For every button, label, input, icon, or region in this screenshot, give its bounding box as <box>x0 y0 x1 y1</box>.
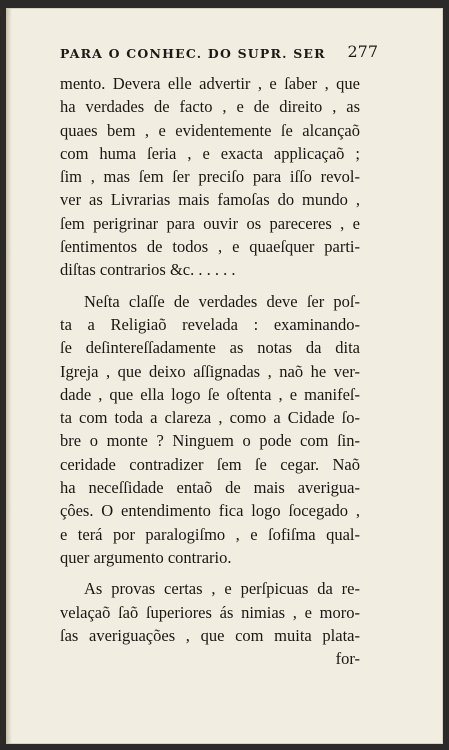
text-line: com huma ſeria , e exacta applicaçaõ ; <box>60 143 360 163</box>
text-line: diſtas contrarios &c. . . . . . <box>60 260 236 280</box>
text-line: ſem perigrinar para ouvir os pareceres , e <box>60 213 360 233</box>
paragraph-gap <box>60 282 360 290</box>
text-line: Igreja , que deixo aſſignadas , naõ he ver- <box>60 361 360 381</box>
text-line: e terá por paralogiſmo , e ſofiſma qual- <box>60 524 360 544</box>
text-line: bre o monte ? Ninguem o pode com ſin- <box>60 431 360 451</box>
text-line: ta a Religiaõ revelada : examinando- <box>60 314 360 334</box>
text-line: quaes bem , e evidentemente ſe alcançaõ <box>60 120 360 140</box>
body-text <box>60 72 360 670</box>
text-line: ha verdades de facto , e de direito , as <box>60 97 360 117</box>
text-line: ceridade contradizer ſem ſe cegar. Naõ <box>60 454 360 474</box>
page-gutter-shadow <box>6 8 12 744</box>
text-line: ver as Livrarias mais famoſas do mundo , <box>60 190 360 210</box>
page-header <box>60 44 378 62</box>
paragraph-gap <box>60 569 360 577</box>
text-line: ha neceſſidade entaõ de mais averigua- <box>60 478 360 498</box>
text-line: Neſta claſſe de verdades deve ſer poſ- <box>84 291 360 311</box>
text-line: dade , que ella logo ſe oſtenta , e manifeſ- <box>60 384 360 404</box>
text-line: As provas certas , e perſpicuas da re- <box>84 579 360 599</box>
text-line: ſentimentos de todos , e quaeſquer parti- <box>60 237 360 257</box>
text-line: ſas averiguações , que com muita plata- <box>60 625 360 645</box>
text-line: mento. Devera elle advertir , e ſaber , que <box>60 74 360 93</box>
catchword: for- <box>335 649 360 669</box>
text-line: çôes. O entendimento fica logo ſocegado , <box>60 501 360 521</box>
text-line: ſim , mas ſem ſer preciſo para iſſo revol- <box>60 167 360 187</box>
text-line: velaçaõ ſaõ ſuperiores ás nimias , e moro- <box>60 602 360 622</box>
page-number: 277 <box>347 42 378 61</box>
running-title: PARA O CONHEC. DO SUPR. SER <box>60 46 326 61</box>
text-line: quer argumento contrario. <box>60 547 232 567</box>
text-line: ta com toda a clareza , como a Cidade ſo- <box>60 408 360 428</box>
text-line: ſe deſintereſſadamente as notas da dita <box>60 338 360 358</box>
